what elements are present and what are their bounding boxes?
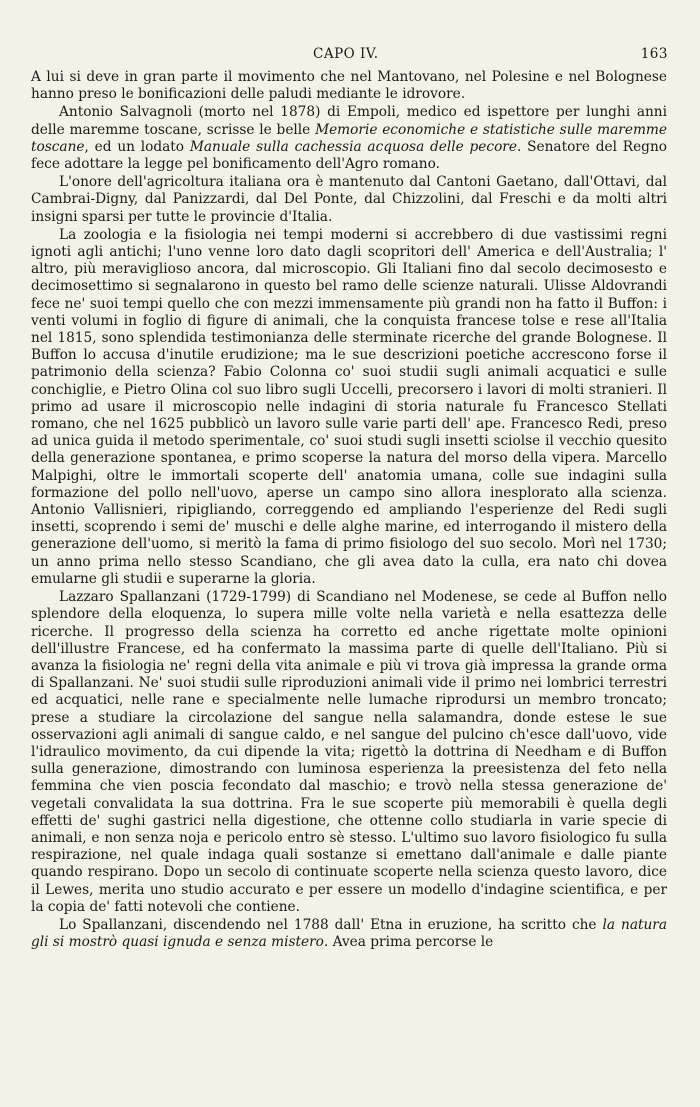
body-text	[31, 69, 667, 951]
paragraph	[31, 589, 667, 916]
text-run: . Senatore del Regno fece adottare la legge pel bonificamento dell'Agro romano.	[31, 138, 668, 173]
text-run: L'onore dell'agricoltura italiana ora è mantenuto dal Cantoni Gaetano, dall'Ottavi, dal Cambrai-Digny, dal Panizzardi, dal Del Ponte, dal Chizzolini, dal Freschi e da molti altri insigni sparsi per tutte le provincie d'Italia.	[31, 174, 667, 225]
text-run: La zoologia e la fisiologia nei tempi moderni si accrebbero di due vastissimi regni ignoti agli antichi; l'uno venne loro dato dagli scopritori dell' America e dell'Australia; l' altro, più meraviglioso ancora, dal microscopio. Gli Italiani fino dal secolo decimosesto e decimosettimo si segnalarono in questo bel ramo delle scienze naturali. Ulisse Aldovrandi fece ne' suoi tempi quello che con mezzi immensamente più grandi non ha fatto il Buffon: i venti volumi in foglio di figure di animali, che la conquista francese tolse e rese all'Italia nel 1815, sono splendida testimonianza delle sterminate ricerche del grande Bolognese. Il Buffon lo accusa d'inutile erudizione; ma le sue descrizioni poetiche accrescono forse il patrimonio della scienza? Fabio Colonna co' suoi studii sugli animali acquatici e sulle conchiglie, e Pietro Olina col suo libro sugli Uccelli, precorsero i lavori di molti stranieri. Il primo ad usare il microscopio nelle indagini di storia naturale fu Francesco Stellati romano, che nel 1625 pubblicò un lavoro sulle varie parti dell' ape. Francesco Redi, preso ad unica guida il metodo sperimentale, co' suoi studi sugli insetti sciolse il vecchio quesito della generazione spontanea, e primo scoperse la natura del morso della vipera. Marcello Malpighi, oltre le immortali scoperte dell' anatomia umana, colle sue indagini sulla formazione del pollo nell'uovo, aperse un campo sino allora inesplorato alla scienza. Antonio Vallisnieri, ripigliando, correggendo ed ampliando l'esperienze del Redi sugli insetti, scoprendo i semi de' muschi e delle alghe marine, ed interrogando il mistero della generazione dell'uomo, si meritò la fama di primo fisiologo del suo secolo. Morì nel 1730; un anno prima nello stesso Scandiano, che gli avea dato la culla, era nato chi dovea emularne gli studii e superarne la gloria.	[31, 226, 667, 587]
running-title: CAPO IV.	[313, 46, 379, 62]
paragraph	[31, 917, 667, 951]
paragraph	[31, 227, 667, 588]
text-run: Lazzaro Spallanzani (1729-1799) di Scandiano nel Modenese, se cede al Buffon nello splendore della eloquenza, lo supera mille volte nella varietà e nella esattezza delle ricerche. Il progresso della scienza ha corretto ed anche rigettate molte opinioni dell'illustre Francese, ed ha confermato la massima parte di quelle dell'Italiano. Più si avanza la fisiologia ne' regni della vita animale e più vi trova già impressa la grande orma di Spallanzani. Ne' suoi studii sulle riproduzioni animali vide il primo nei lombrici terrestri ed acquatici, nelle rane e specialmente nelle lumache riprodursi un membro troncato; prese a studiare la circolazione del sangue nella salamandra, donde estese le sue osservazioni agli animali di sangue caldo, e nel sangue del pulcino ch'esce dall'uovo, vide l'idraulico movimento, da cui dipende la vita; rigettò la dottrina di Needham e di Buffon sulla generazione, dimostrando con luminosa esperienza la preesistenza del feto nella femmina che vien poscia fecondato dal maschio; e trovò nella stessa generazione de' vegetali convalidata la sua dottrina. Fra le sue scoperte più memorabili è quella degli effetti de' sughi gastrici nella digestione, che ottenne collo studiarla in varie specie di animali, e non senza noja e pericolo entro sè stesso. L'ultimo suo lavoro fisiologico fu sulla respirazione, nel quale indaga quali sostanze si emettano dall'animale e dalle piante quando respirano. Dopo un secolo di continuate scoperte nella scienza questo lavoro, dice il Lewes, merita uno studio accurato e per essere un modello d'indagine scientifica, e per la copia de' fatti notevoli che contiene.	[31, 589, 667, 915]
text-run: . Avea prima percorse le	[323, 934, 494, 951]
paragraph	[31, 104, 667, 173]
italic-title: la natura gli si mostrò quasi ignuda e senza mistero	[31, 916, 667, 951]
text-run: Lo Spallanzani, discendendo nel 1788 dall' Etna in eruzione, ha scritto che	[59, 916, 603, 933]
text-run: A lui si deve in gran parte il movimento che nel Mantovano, nel Polesine e nel Bolognese hanno preso le bonificazioni delle paludi mediante le idrovore.	[31, 69, 667, 103]
paragraph	[31, 69, 667, 103]
text-run: , ed un lodato	[84, 138, 190, 155]
text-run: Antonio Salvagnoli (morto nel 1878) di Empoli, medico ed ispettore per lunghi anni delle maremme toscane, scrisse le belle	[31, 104, 667, 138]
italic-title: Manuale sulla cachessia acquosa delle pecore	[189, 138, 517, 155]
paragraph	[31, 174, 667, 226]
italic-title: Memorie economiche e statistiche sulle maremme toscane	[31, 121, 668, 155]
page-number: 163	[640, 46, 668, 62]
